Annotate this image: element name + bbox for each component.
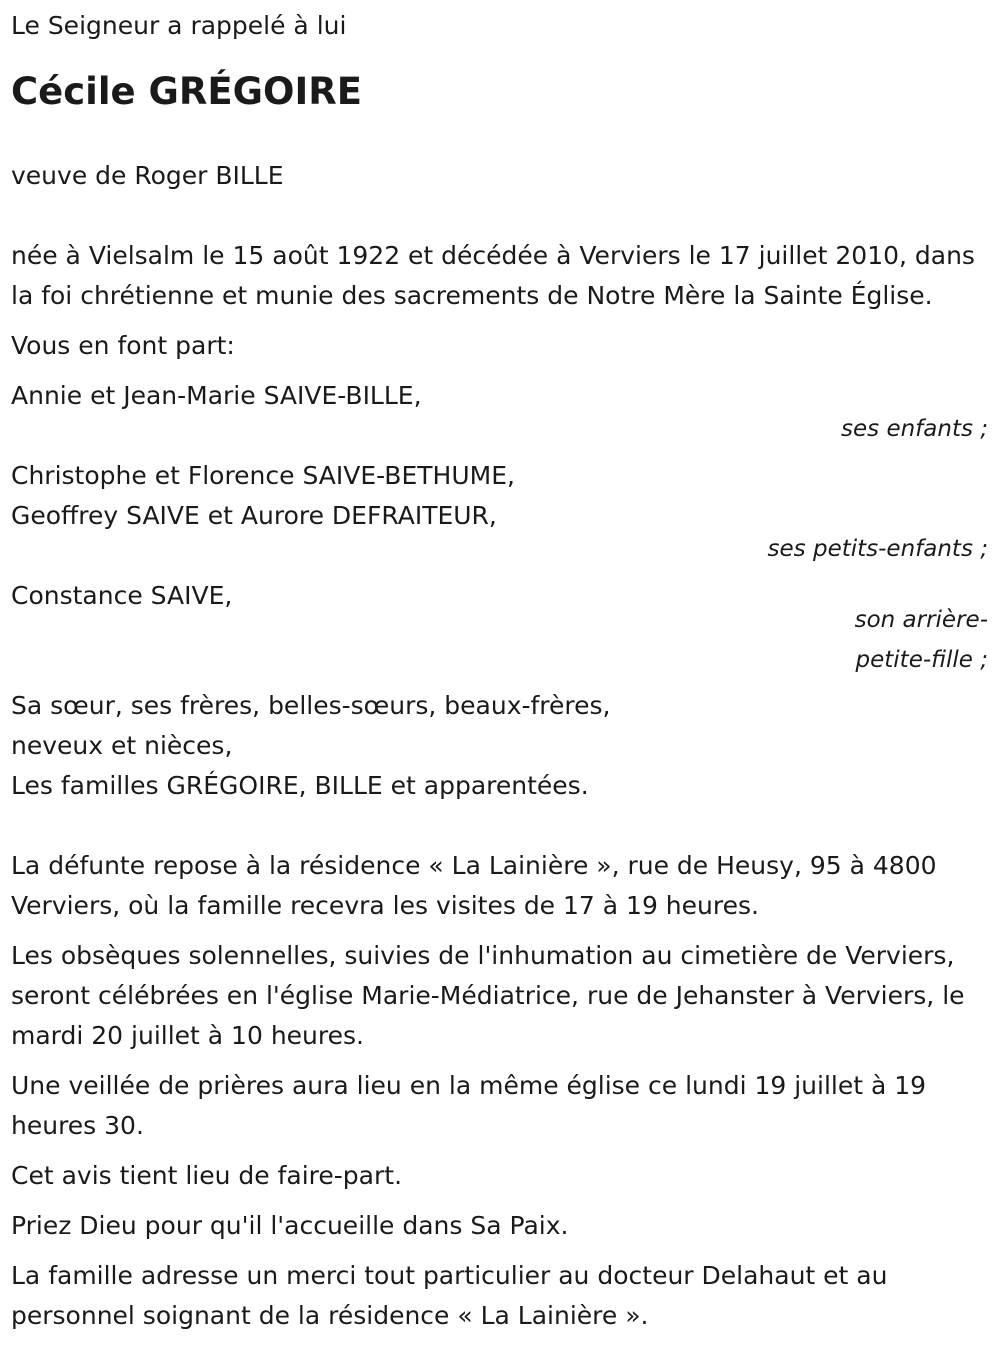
share-intro: Vous en font part:	[11, 331, 235, 360]
grandchildren-label: ses petits-enfants ;	[767, 536, 988, 562]
great-grandchildren-label-line1: son arrière-	[854, 607, 988, 633]
grandchildren-entry: Christophe et Florence SAIVE-BETHUME,	[11, 461, 515, 490]
other-relatives	[11, 686, 990, 806]
thanks-paragraph: La famille adresse un merci tout particulier au docteur Delahaut et au personnel soignant de la résidence « La Lainière ».	[11, 1261, 888, 1330]
great-grandchildren-label-line2: petite-fille ;	[855, 647, 988, 673]
funeral-paragraph: Les obsèques solennelles, suivies de l'inhumation au cimetière de Verviers, seront célébrées en l'église Marie-Médiatrice, rue de Jehanster à Verviers, le mardi 20 juillet à 10 heures.	[11, 941, 965, 1050]
prayer-line: Priez Dieu pour qu'il l'accueille dans Sa Paix.	[11, 1211, 569, 1240]
intro-line: Le Seigneur a rappelé à lui	[11, 11, 347, 40]
great-grandchildren-group	[11, 576, 990, 680]
great-grandchildren-entry: Constance SAIVE,	[11, 581, 233, 610]
relatives-line: Sa sœur, ses frères, belles-sœurs, beaux-frères,	[11, 691, 611, 720]
rest-paragraph: La défunte repose à la résidence « La Lainière », rue de Heusy, 95 à 4800 Verviers, où la famille recevra les visites de 17 à 19 heures.	[11, 851, 937, 920]
widow-of-line: veuve de Roger BILLE	[11, 161, 284, 190]
grandchildren-entry: Geoffrey SAIVE et Aurore DEFRAITEUR,	[11, 501, 497, 530]
vigil-paragraph: Une veillée de prières aura lieu en la même église ce lundi 19 juillet à 19 heures 30.	[11, 1071, 927, 1140]
birth-death-paragraph: née à Vielsalm le 15 août 1922 et décédée à Verviers le 17 juillet 2010, dans la foi chrétienne et munie des sacrements de Notre Mère la Sainte Église.	[11, 241, 975, 310]
children-label: ses enfants ;	[841, 416, 988, 442]
relatives-line: neveux et nièces,	[11, 731, 233, 760]
relatives-line: Les familles GRÉGOIRE, BILLE et apparentées.	[11, 771, 589, 800]
notice-line: Cet avis tient lieu de faire-part.	[11, 1161, 403, 1190]
great-grandchildren-label	[830, 600, 990, 680]
grandchildren-group	[11, 456, 990, 562]
children-group	[11, 376, 990, 442]
children-entry: Annie et Jean-Marie SAIVE-BILLE,	[11, 381, 422, 410]
deceased-name: Cécile GRÉGOIRE	[11, 70, 363, 113]
